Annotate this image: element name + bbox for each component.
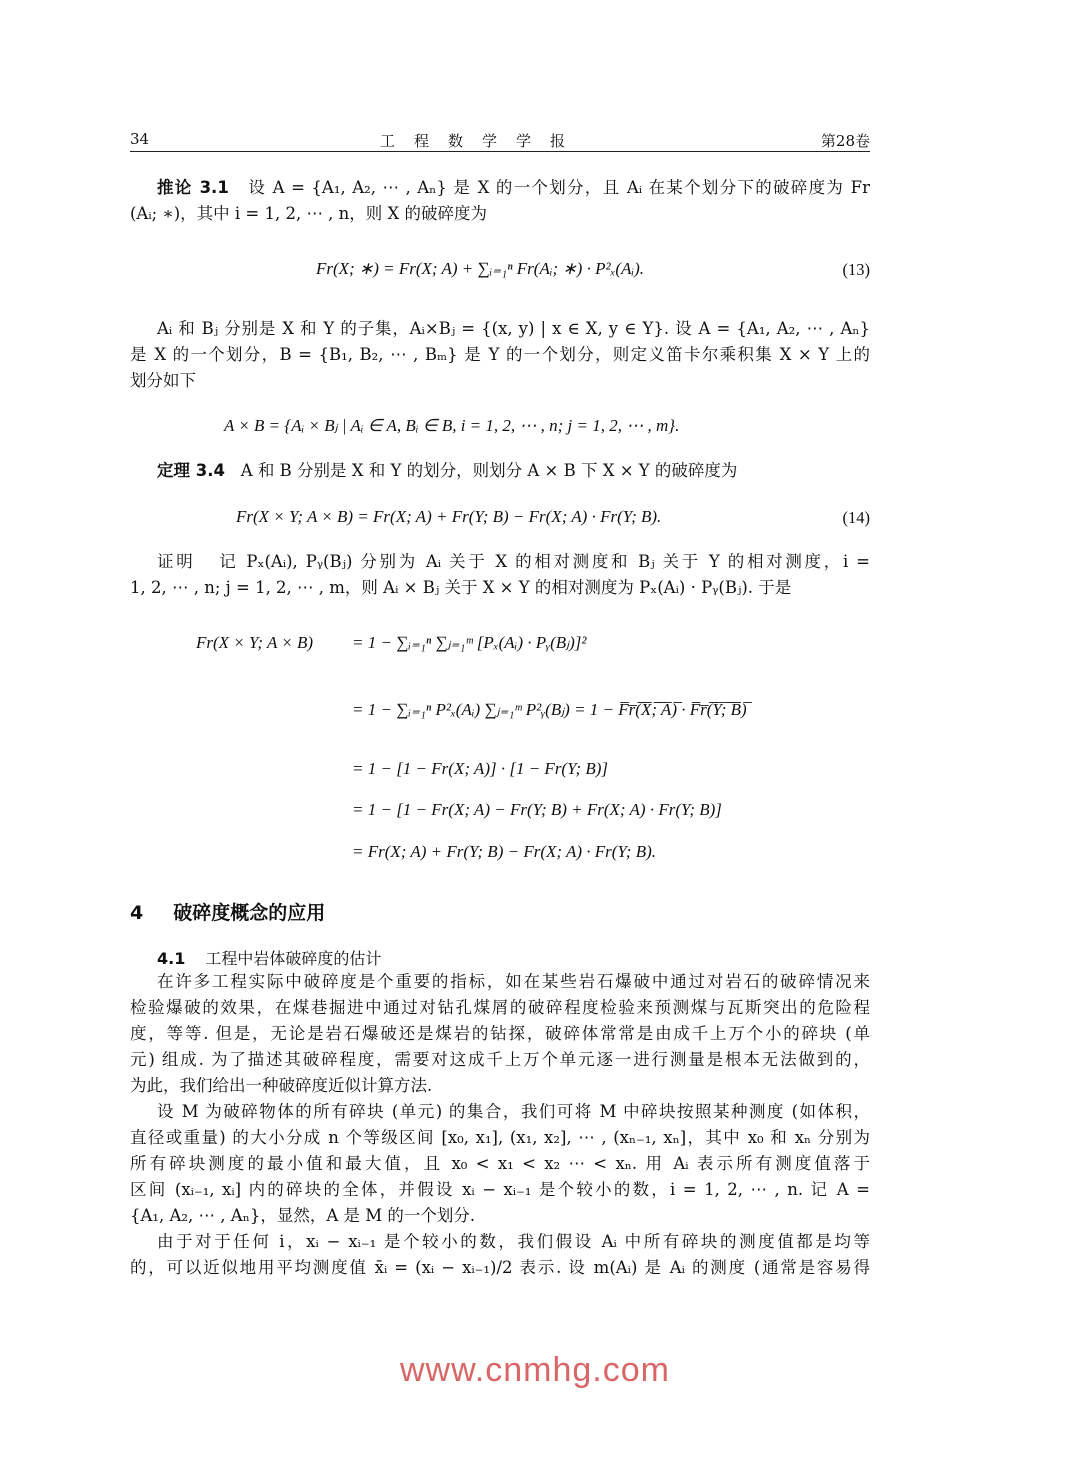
derivation-step: = 1 − [1 − Fr(X; A) − Fr(Y; B) + Fr(X; A) · Fr(Y; B)] bbox=[352, 800, 722, 819]
section-number: 4 bbox=[130, 902, 144, 924]
theorem-text: A 和 B 分别是 X 和 Y 的划分，则划分 A × B 下 X × Y 的破碎度为 bbox=[240, 461, 738, 480]
corollary-text: 设 A = {A₁, A₂, ⋯ , Aₙ} 是 X 的一个划分，且 Aᵢ 在某个划分下的破碎度为 Fr bbox=[248, 178, 870, 197]
theorem bbox=[157, 461, 870, 481]
proof-label: 证明 bbox=[157, 552, 196, 571]
header-rule bbox=[130, 151, 870, 152]
para2-line: 为此，我们给出一种破碎度近似计算方法. bbox=[130, 1076, 433, 1095]
para3-line: {A₁, A₂, ⋯ , Aₙ}，显然，A 是 M 的一个划分. bbox=[130, 1206, 476, 1225]
equation-13: Fr(X; ∗) = Fr(X; A) + ∑ᵢ₌₁ⁿ Fr(Aᵢ; ∗) · P²ₓ(Aᵢ). bbox=[316, 259, 645, 278]
equation-14-number: (14) bbox=[842, 508, 870, 527]
derivation-step: = Fr(X; A) + Fr(Y; B) − Fr(X; A) · Fr(Y; B). bbox=[352, 842, 656, 861]
derivation-step: = 1 − ∑ᵢ₌₁ⁿ P²ₓ(Aᵢ) ∑ⱼ₌₁ᵐ P²ᵧ(Bⱼ) = 1 − F̅r̅(̅X̅;̅ ̅A̅)̅ · F̅r̅(̅Y̅;̅ ̅B̅)̅ bbox=[352, 700, 747, 719]
journal-title: 工 程 数 学 学 报 bbox=[380, 132, 568, 150]
para3-line: 设 M 为破碎物体的所有碎块 (单元) 的集合，我们可将 M 中碎块按照某种测度 (如体积， bbox=[157, 1102, 870, 1121]
para4-line: 由于对于任何 i，xᵢ − xᵢ₋₁ 是个较小的数，我们假设 Aᵢ 中所有碎块的测度值都是均等 bbox=[157, 1232, 870, 1251]
proof-text: 记 Pₓ(Aᵢ), Pᵧ(Bⱼ) 分别为 Aᵢ 关于 X 的相对测度和 Bⱼ 关于 Y 的相对测度，i = bbox=[219, 552, 870, 571]
para2-line: 在许多工程实际中破碎度是个重要的指标，如在某些岩石爆破中通过对岩石的破碎情况来 bbox=[157, 972, 870, 991]
derivation-step: = 1 − ∑ᵢ₌₁ⁿ ∑ⱼ₌₁ᵐ [Pₓ(Aᵢ) · Pᵧ(Bⱼ)]² bbox=[352, 633, 587, 652]
corollary-line2: (Aᵢ; ∗)，其中 i = 1, 2, ⋯ , n，则 X 的破碎度为 bbox=[130, 204, 488, 223]
subsection-number: 4.1 bbox=[157, 949, 186, 968]
watermark: www.cnmhg.com bbox=[400, 1351, 670, 1389]
para3-line: 所有碎块测度的最小值和最大值，且 x₀ < x₁ < x₂ ⋯ < xₙ. 用 Aᵢ 表示所有测度值落于 bbox=[130, 1154, 870, 1173]
para2-line: 检验爆破的效果，在煤巷掘进中通过对钻孔煤屑的破碎程度检验来预测煤与瓦斯突出的危险程 bbox=[130, 998, 870, 1017]
equation-13-number: (13) bbox=[842, 260, 870, 279]
para4-line: 的，可以近似地用平均测度值 x̄ᵢ = (xᵢ − xᵢ₋₁)/2 表示. 设 m(Aᵢ) 是 Aᵢ 的测度 (通常是容易得 bbox=[130, 1258, 870, 1277]
corollary-label: 推论 3.1 bbox=[157, 178, 229, 197]
para2-line: 元) 组成. 为了描述其破碎程度，需要对这成千上万个单元逐一进行测量是根本无法做到的， bbox=[130, 1050, 870, 1069]
derivation-step: = 1 − [1 − Fr(X; A)] · [1 − Fr(Y; B)] bbox=[352, 759, 609, 778]
section-title: 破碎度概念的应用 bbox=[173, 902, 326, 924]
volume-label: 第28卷 bbox=[820, 132, 870, 150]
derivation-lhs: Fr(X × Y; A × B) bbox=[196, 633, 314, 652]
para1-line: Aᵢ 和 Bⱼ 分别是 X 和 Y 的子集，Aᵢ×Bⱼ = {(x, y) | x ∈ X, y ∈ Y}. 设 A = {A₁, A₂, ⋯ , Aₙ} bbox=[157, 319, 870, 338]
proof-line2: 1, 2, ⋯ , n; j = 1, 2, ⋯ , m，则 Aᵢ × Bⱼ 关于 X × Y 的相对测度为 Pₓ(Aᵢ) · Pᵧ(Bⱼ). 于是 bbox=[130, 578, 792, 597]
para3-line: 区间 (xᵢ₋₁, xᵢ] 内的碎块的全体，并假设 xᵢ − xᵢ₋₁ 是个较小的数，i = 1, 2, ⋯ , n. 记 A = bbox=[130, 1180, 870, 1199]
equation-14: Fr(X × Y; A × B) = Fr(X; A) + Fr(Y; B) − Fr(X; A) · Fr(Y; B). bbox=[236, 507, 662, 526]
page-number: 34 bbox=[130, 130, 150, 148]
para2-line: 度，等等. 但是，无论是岩石爆破还是煤岩的钻探，破碎体常常是由成千上万个小的碎块 (单 bbox=[130, 1024, 870, 1043]
proof-line1 bbox=[157, 552, 870, 572]
theorem-label: 定理 3.4 bbox=[157, 461, 225, 480]
para3-line: 直径或重量) 的大小分成 n 个等级区间 [x₀, x₁], (x₁, x₂], ⋯ , (xₙ₋₁, xₙ]，其中 x₀ 和 xₙ 分别为 bbox=[130, 1128, 870, 1147]
para1-line: 是 X 的一个划分，B = {B₁, B₂, ⋯ , Bₘ} 是 Y 的一个划分，则定义笛卡尔乘积集 X × Y 上的 bbox=[130, 345, 870, 364]
section-4-1-heading bbox=[157, 946, 381, 969]
equation-product: A × B = {Aᵢ × Bⱼ | Aᵢ ∈ A, Bᵢ ∈ B, i = 1, 2, ⋯ , n; j = 1, 2, ⋯ , m}. bbox=[224, 416, 680, 435]
corollary-line1 bbox=[157, 178, 870, 198]
section-4-heading bbox=[130, 898, 325, 925]
subsection-title: 工程中岩体破碎度的估计 bbox=[205, 949, 382, 968]
para1-line: 划分如下 bbox=[130, 371, 196, 390]
